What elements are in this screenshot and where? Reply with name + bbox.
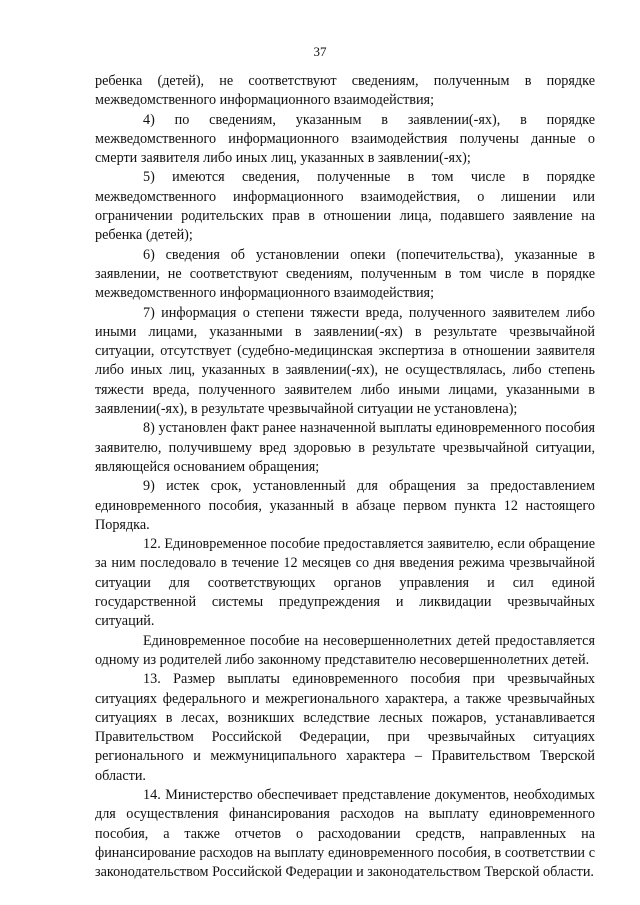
paragraph-minors-allowance: Единовременное пособие на несовершеннолетних детей предоставляется одному из родителей либо законному представителю несовершеннолетних детей.: [95, 632, 595, 668]
paragraph-item-9: 9) истек срок, установленный для обращения за предоставлением единовременного пособия, указанный в абзаце первом пункта 12 настоящего Порядка.: [95, 478, 595, 533]
paragraph-item-4: 4) по сведениям, указанным в заявлении(-ях), в порядке межведомственного информационного взаимодействия получены данные о смерти заявителя либо иных лиц, указанных в заявлении(-ях);: [95, 111, 595, 167]
document-body: [95, 72, 595, 882]
paragraph-item-5: 5) имеются сведения, полученные в том числе в порядке межведомственного информационного взаимодействия, о лишении или ограничении родительских прав в отношении лица, подавшего заявление на ребенка (детей);: [95, 169, 595, 244]
paragraph-item-7: 7) информация о степени тяжести вреда, полученного заявителем либо иными лицами, указанными в заявлении(-ях) в результате чрезвычайной ситуации, отсутствует (судебно-медицинская экспертиза в отношении заявителя либо иных лиц, указанных в заявлении(-ях), не осуществлялась, либо степень тяжести вреда, полученного заявителем либо иными лицами, указанными в заявлении(-ях), в результате чрезвычайной ситуации не установлена);: [95, 304, 595, 418]
paragraph-continuation: ребенка (детей), не соответствуют сведениям, полученным в порядке межведомственного информационного взаимодействия;: [95, 73, 595, 109]
paragraph-item-6: 6) сведения об установлении опеки (попечительства), указанные в заявлении, не соответствуют сведениям, полученным в том числе в порядке межведомственного информационного взаимодействия;: [95, 246, 595, 302]
paragraph-item-8: 8) установлен факт ранее назначенной выплаты единовременного пособия заявителю, получившему вред здоровью в результате чрезвычайной ситуации, являющейся основанием обращения;: [95, 420, 595, 475]
paragraph-clause-14: 14. Министерство обеспечивает представление документов, необходимых для осуществления финансирования расходов на выплату единовременного пособия, а также отчетов о расходовании средств, направленных на финансирование расходов на выплату единовременного пособия, в соответствии с законодательством Российской Федерации и законодательством Тверской области.: [95, 786, 595, 881]
paragraph-clause-12: 12. Единовременное пособие предоставляется заявителю, если обращение за ним последовало в течение 12 месяцев со дня введения режима чрезвычайной ситуации для соответствующих органов управления и сил единой государственной системы предупреждения и ликвидации чрезвычайных ситуаций.: [95, 536, 595, 630]
page-number: 37: [313, 44, 327, 59]
paragraph-clause-13: 13. Размер выплаты единовременного пособия при чрезвычайных ситуациях федерального и межрегионального характера, а также чрезвычайных ситуациях в лесах, возникших вследствие лесных пожаров, устанавливается Правительством Российской Федерации, при чрезвычайных ситуациях регионального и межмуниципального характера – Правительством Тверской области.: [95, 671, 595, 784]
